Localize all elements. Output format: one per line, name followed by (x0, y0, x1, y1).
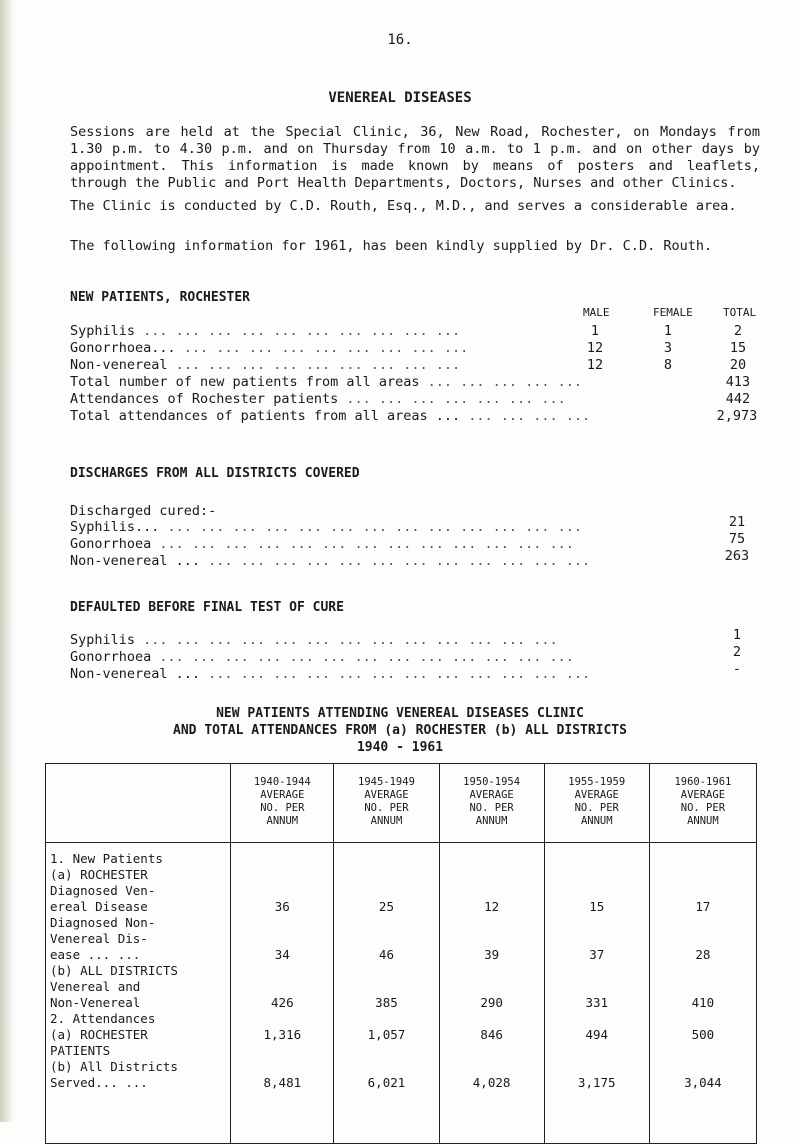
row-label: Non-venereal ... (70, 553, 201, 569)
table-cell: 3,175 (577, 1075, 616, 1090)
row-label: (b) ALL DISTRICTS (50, 963, 178, 978)
col-male: MALE (583, 306, 610, 319)
column-1945-1949 (334, 843, 439, 1144)
page-number: 16. (387, 32, 413, 48)
row-label: Non-venereal ... (70, 666, 201, 682)
header-1945-1949: 1945-1949 AVERAGE NO. PER ANNUM (334, 764, 439, 843)
table-row: Total number of new patients from all areas ... ... ... ... ... 413 (70, 374, 740, 390)
table-cell: 36 (274, 899, 290, 914)
table-cell: 15 (589, 899, 605, 914)
column-1950-1954 (439, 843, 544, 1144)
table-title-line-1: NEW PATIENTS ATTENDING VENEREAL DISEASES CLINIC (216, 706, 584, 721)
male-value: 12 (586, 357, 604, 373)
row-label: (a) ROCHESTER (50, 1027, 148, 1042)
table-cell: 290 (480, 995, 503, 1010)
page-edge-shadow (0, 0, 14, 1122)
row-label: Total number of new patients from all areas (70, 374, 420, 390)
row-label: Venereal Dis- (50, 931, 148, 946)
row-label: Non-Venereal (50, 995, 141, 1010)
total-value: 20 (729, 357, 747, 373)
column-1940-1944 (231, 843, 334, 1144)
discharges-subheading: Discharged cured:- (70, 503, 217, 519)
row-label: Total attendances of patients from all areas ... (70, 408, 461, 424)
female-value: 1 (663, 323, 673, 339)
table-cell: 494 (585, 1027, 609, 1042)
new-patients-column-headers (70, 306, 757, 322)
table-row: Total attendances of patients from all areas ... ... ... ... ... 2,973 (70, 408, 740, 424)
table-cell: 28 (695, 947, 711, 962)
table-cell: 846 (480, 1027, 503, 1042)
table-cell: 12 (484, 899, 500, 914)
table-cell: 46 (378, 947, 394, 962)
defaulted-value: 2 (732, 644, 742, 660)
row-label: Diagnosed Ven- (50, 883, 156, 898)
table-title-line-3: 1940 - 1961 (356, 740, 444, 755)
table-cell: 17 (695, 899, 711, 914)
row-label: Diagnosed Non- (50, 915, 156, 930)
discharge-value: 21 (728, 514, 746, 530)
defaulted-value: - (732, 661, 742, 677)
row-label: Attendances of Rochester patients (70, 391, 339, 407)
table-cell: 426 (271, 995, 294, 1010)
col-female: FEMALE (653, 306, 693, 319)
discharge-value: 75 (728, 531, 746, 547)
table-cell: 25 (378, 899, 394, 914)
table-cell: 6,021 (367, 1075, 406, 1090)
paragraph-clinic: The Clinic is conducted by C.D. Routh, Esq., M.D., and serves a considerable area. (70, 198, 737, 214)
paragraph-sessions: Sessions are held at the Special Clinic, 36, New Road, Rochester, on Mondays from 1.30 p.m. to 4.30 p.m. and on Thursday from 10 a.m. to 1 p.m. and on other days by appointment. This information is made known by means of posters and leaflets, through the Public and Port Health Departments, Doctors, Nurses and other Clinics. (70, 124, 760, 191)
table-cell: 8,481 (263, 1075, 302, 1090)
total-value: 2,973 (716, 408, 758, 424)
table-cell: 1,316 (263, 1027, 302, 1042)
table-row: Non-venereal ... ... ... ... ... ... ... ... ... ... ... ... ... - (70, 666, 740, 682)
row-label: PATIENTS (50, 1043, 111, 1058)
table-row: Gonorrhoea ... ... ... ... ... ... ... ... ... ... ... ... ... 2 (70, 649, 740, 665)
table-header-row (46, 764, 757, 843)
row-label: (a) ROCHESTER (50, 867, 148, 882)
total-value: 413 (725, 374, 751, 390)
defaulted-heading: DEFAULTED BEFORE FINAL TEST OF CURE (70, 600, 344, 615)
row-label: Syphilis (70, 632, 136, 648)
table-cell: 1,057 (367, 1027, 406, 1042)
row-label: Served... ... (50, 1075, 148, 1090)
statistics-table (45, 763, 757, 1144)
table-cell: 37 (589, 947, 605, 962)
table-cell: 385 (375, 995, 398, 1010)
row-labels-cell (46, 843, 231, 1144)
table-row: Non-venereal ... ... ... ... ... ... ... ... ... 12 8 20 (70, 357, 740, 373)
row-label: Syphilis (70, 323, 136, 339)
female-value: 8 (663, 357, 673, 373)
table-cell: 34 (274, 947, 290, 962)
section-title: VENEREAL DISEASES (328, 90, 472, 106)
column-1955-1959 (544, 843, 649, 1144)
male-value: 1 (590, 323, 600, 339)
paragraph-information: The following information for 1961, has been kindly supplied by Dr. C.D. Routh. (70, 238, 713, 254)
header-1950-1954: 1950-1954 AVERAGE NO. PER ANNUM (439, 764, 544, 843)
row-label: Gonorrhoea (70, 536, 152, 552)
row-label: 1. New Patients (50, 851, 163, 866)
table-cell: 500 (691, 1027, 715, 1042)
male-value: 12 (586, 340, 604, 356)
table-body-row (46, 843, 757, 1144)
row-label: (b) All Districts (50, 1059, 178, 1074)
discharges-heading: DISCHARGES FROM ALL DISTRICTS COVERED (70, 466, 360, 481)
table-row: Syphilis ... ... ... ... ... ... ... ... ... ... ... ... ... 1 (70, 632, 740, 648)
table-row: Gonorrhoea... ... ... ... ... ... ... ... ... ... 12 3 15 (70, 340, 740, 356)
row-label: Non-venereal (70, 357, 168, 373)
row-label: Syphilis... (70, 519, 160, 535)
table-cell: 410 (691, 995, 715, 1010)
table-row: Gonorrhoea ... ... ... ... ... ... ... ... ... ... ... ... ... 75 (70, 536, 740, 552)
discharge-value: 263 (724, 548, 750, 564)
header-1940-1944: 1940-1944 AVERAGE NO. PER ANNUM (231, 764, 334, 843)
table-cell: 4,028 (472, 1075, 511, 1090)
table-cell: 331 (585, 995, 609, 1010)
row-label: ease ... ... (50, 947, 141, 962)
header-1955-1959: 1955-1959 AVERAGE NO. PER ANNUM (544, 764, 649, 843)
total-value: 15 (729, 340, 747, 356)
row-label: 2. Attendances (50, 1011, 156, 1026)
table-row: Syphilis... ... ... ... ... ... ... ... ... ... ... ... ... ... 21 (70, 519, 740, 535)
column-1960-1961 (649, 843, 756, 1144)
table-title-line-2: AND TOTAL ATTENDANCES FROM (a) ROCHESTER (b) ALL DISTRICTS (173, 723, 627, 738)
header-blank (46, 764, 231, 843)
table-row: Non-venereal ... ... ... ... ... ... ... ... ... ... ... ... ... 263 (70, 553, 740, 569)
row-label: Gonorrhoea... (70, 340, 176, 356)
defaulted-value: 1 (732, 627, 742, 643)
table-row: Syphilis ... ... ... ... ... ... ... ... ... ... 1 1 2 (70, 323, 740, 339)
table-cell: 3,044 (684, 1075, 722, 1090)
row-label: Gonorrhoea (70, 649, 152, 665)
female-value: 3 (663, 340, 673, 356)
total-value: 2 (733, 323, 743, 339)
new-patients-heading: NEW PATIENTS, ROCHESTER (70, 290, 251, 305)
table-row: Attendances of Rochester patients ... ... ... ... ... ... ... 442 (70, 391, 740, 407)
header-1960-1961: 1960-1961 AVERAGE NO. PER ANNUM (649, 764, 756, 843)
row-label: ereal Disease (50, 899, 148, 914)
col-total: TOTAL (723, 306, 757, 319)
total-value: 442 (725, 391, 751, 407)
row-label: Venereal and (50, 979, 141, 994)
table-cell: 39 (484, 947, 500, 962)
